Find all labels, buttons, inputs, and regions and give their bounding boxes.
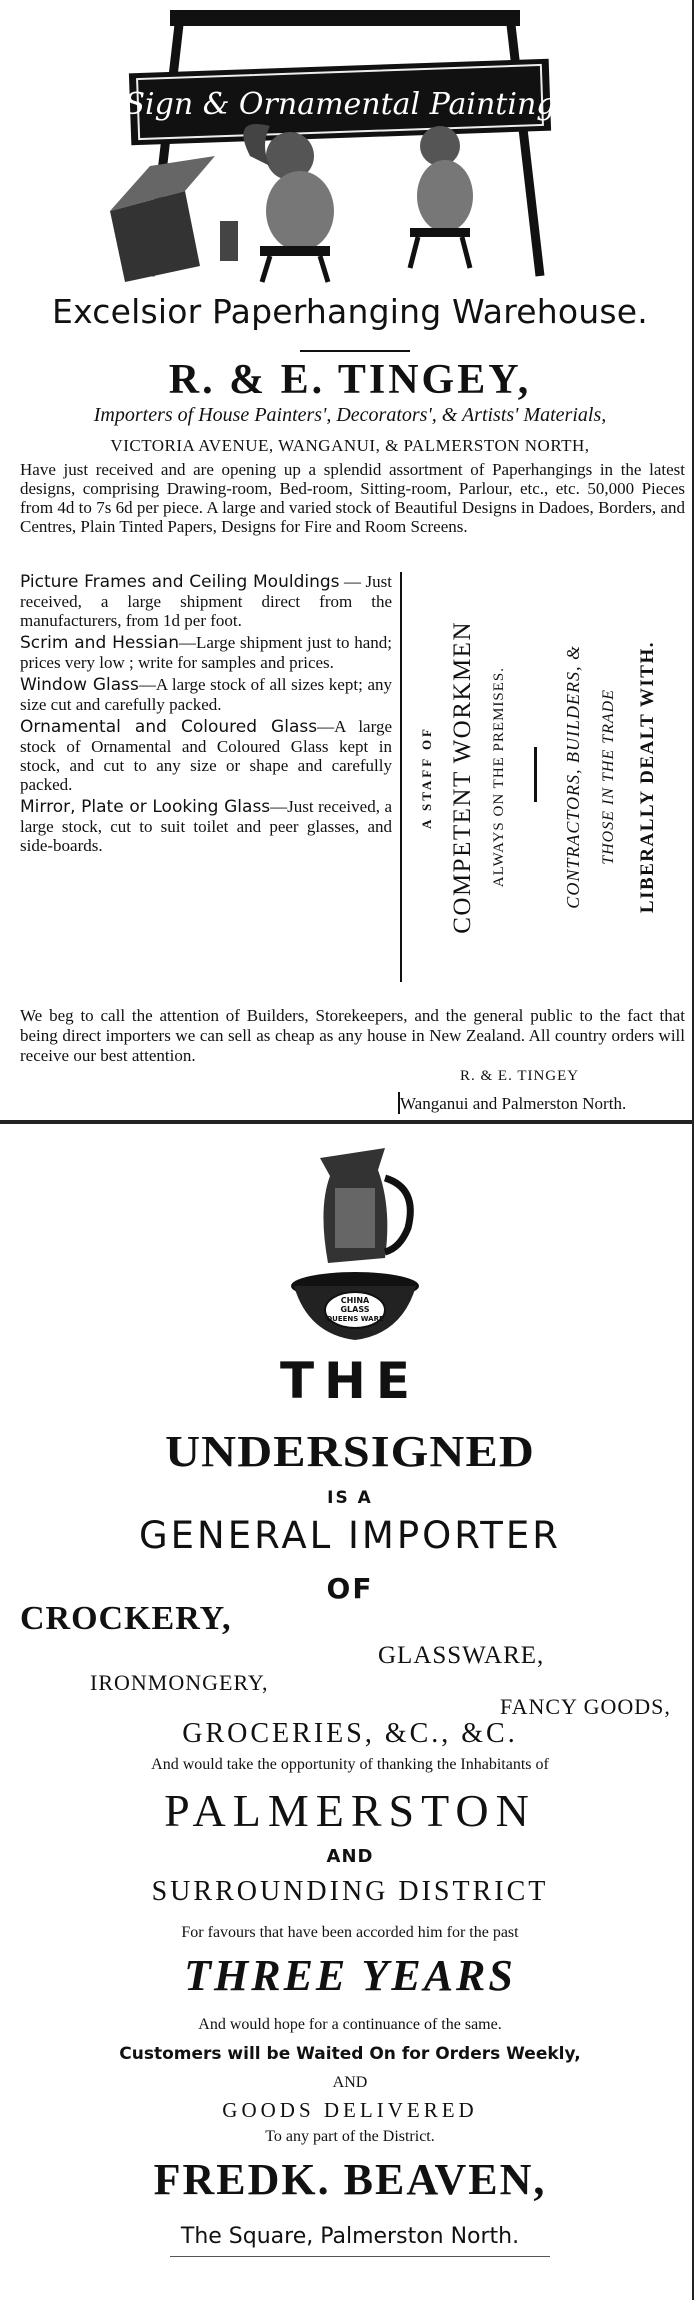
basin-label-china: CHINA bbox=[340, 1296, 370, 1305]
stock-item-lead: Scrim and Hessian bbox=[20, 633, 179, 653]
goods-delivered-line: GOODS DELIVERED bbox=[222, 2098, 478, 2122]
location-underline bbox=[170, 2256, 550, 2257]
intro-paragraph: Have just received and are opening up a splendid assortment of Paperhangings in the latest designs, comprising Drawing-room, Bed-room, Sitting-room, Parlour, etc., etc. 50,000 Pieces from 4d to 7s 6d per piece. A large and varied stock of Beautiful Designs in Dadoes, Borders, and Centres, Plain Tinted Papers, Designs for Fire and Room Screens. bbox=[20, 460, 685, 536]
stock-item-lead: Mirror, Plate or Looking Glass bbox=[20, 797, 271, 817]
basin-label-queensware: QUEENS WARE bbox=[326, 1315, 384, 1323]
sign-board-text: Sign & Ornamental Painting bbox=[124, 87, 556, 122]
groceries-text: GROCERIES, &C., &C. bbox=[182, 1718, 518, 1749]
any-part-line: To any part of the District. bbox=[265, 2128, 435, 2145]
closing-paragraph: We beg to call the attention of Builders, Storekeepers, and the general public to the fact that being direct importers we can sell as cheap as any house in New Zealand. All country orders will receive our best attention. bbox=[20, 1006, 685, 1065]
stock-item-text: —A large stock of Ornamental and Coloured Glass kept in stock, and cut to any size or shape and carefully packed. bbox=[20, 717, 392, 794]
stock-item-lead: Picture Frames and Ceiling Mouldings bbox=[20, 572, 340, 592]
stock-item bbox=[20, 572, 392, 630]
of-line: OF bbox=[326, 1572, 374, 1605]
surrounding-district: SURROUNDING DISTRICT bbox=[151, 1876, 549, 1907]
stock-item-text: —A large stock of all sizes kept; any size cut and carefully packed. bbox=[20, 675, 392, 714]
column-divider bbox=[400, 572, 402, 982]
signature-place: Wanganui and Palmerston North. bbox=[400, 1094, 627, 1113]
signature-name: R. & E. TINGEY bbox=[460, 1068, 580, 1084]
staff-label: A STAFF OF bbox=[419, 725, 434, 829]
importers-line: Importers of House Painters', Decorators', & Artists' Materials, bbox=[93, 404, 607, 426]
stock-item-text: —Just received, a large stock, cut to suit toilet and peer glasses, and side-boards. bbox=[20, 797, 392, 855]
and-line-2: AND bbox=[332, 2074, 368, 2091]
trade-label: THOSE IN THE TRADE bbox=[600, 689, 617, 865]
advertiser-name: FREDK. BEAVEN, bbox=[153, 2155, 547, 2204]
address-line: VICTORIA AVENUE, WANGANUI, & PALMERSTON NORTH, bbox=[110, 436, 590, 455]
stock-item-text: — Just received, a large shipment direct from the manufacturers, from 1d per foot. bbox=[20, 572, 392, 630]
favours-line: For favours that have been accorded him for the past bbox=[181, 1924, 519, 1941]
advertiser-location: The Square, Palmerston North. bbox=[180, 2224, 520, 2249]
stock-item bbox=[20, 633, 392, 672]
glassware-text: GLASSWARE, bbox=[378, 1642, 545, 1669]
stock-list bbox=[20, 572, 392, 858]
customers-line: Customers will be Waited On for Orders Weekly, bbox=[119, 2044, 581, 2064]
brace-mark bbox=[534, 747, 537, 802]
warehouse-headline: Excelsior Paperhanging Warehouse. bbox=[52, 292, 648, 331]
stock-item bbox=[20, 675, 392, 714]
crockery-text: CROCKERY, bbox=[20, 1600, 232, 1637]
fancy-goods-text: FANCY GOODS, bbox=[500, 1694, 671, 1719]
workmen-label: COMPETENT WORKMEN bbox=[449, 620, 476, 934]
three-years-heading: THREE YEARS bbox=[184, 1951, 516, 2000]
premises-label: ALWAYS ON THE PREMISES. bbox=[490, 666, 507, 888]
stock-item bbox=[20, 717, 392, 794]
stock-item-lead: Ornamental and Coloured Glass bbox=[20, 717, 318, 737]
stock-item-lead: Window Glass bbox=[20, 675, 139, 695]
decorative-rule bbox=[300, 350, 410, 352]
contractors-label: CONTRACTORS, BUILDERS, & bbox=[562, 645, 583, 909]
is-a-line: IS A bbox=[327, 1488, 373, 1508]
undersigned-heading: UNDERSIGNED bbox=[165, 1427, 535, 1476]
liberally-label: LIBERALLY DEALT WITH. bbox=[637, 640, 658, 914]
palmerston-heading: PALMERSTON bbox=[164, 1785, 536, 1836]
ad-divider bbox=[0, 1120, 692, 1124]
basin-label-glass: GLASS bbox=[340, 1305, 370, 1314]
sign-painting-illustration bbox=[110, 6, 570, 284]
hope-line: And would hope for a continuance of the same. bbox=[198, 2016, 502, 2033]
and-line: AND bbox=[326, 1846, 374, 1867]
general-importer-line: GENERAL IMPORTER bbox=[139, 1514, 561, 1557]
ironmongery-text: IRONMONGERY, bbox=[90, 1670, 269, 1695]
the-heading: THE bbox=[279, 1352, 421, 1410]
stock-item bbox=[20, 797, 392, 855]
stock-item-text: —Large shipment just to hand; prices very low ; write for samples and prices. bbox=[20, 633, 392, 672]
two-column-section bbox=[20, 572, 685, 992]
thanking-line: And would take the opportunity of thanking the Inhabitants of bbox=[151, 1756, 549, 1773]
firm-name: R. & E. TINGEY, bbox=[168, 357, 532, 403]
jug-and-basin-illustration bbox=[290, 1148, 420, 1346]
